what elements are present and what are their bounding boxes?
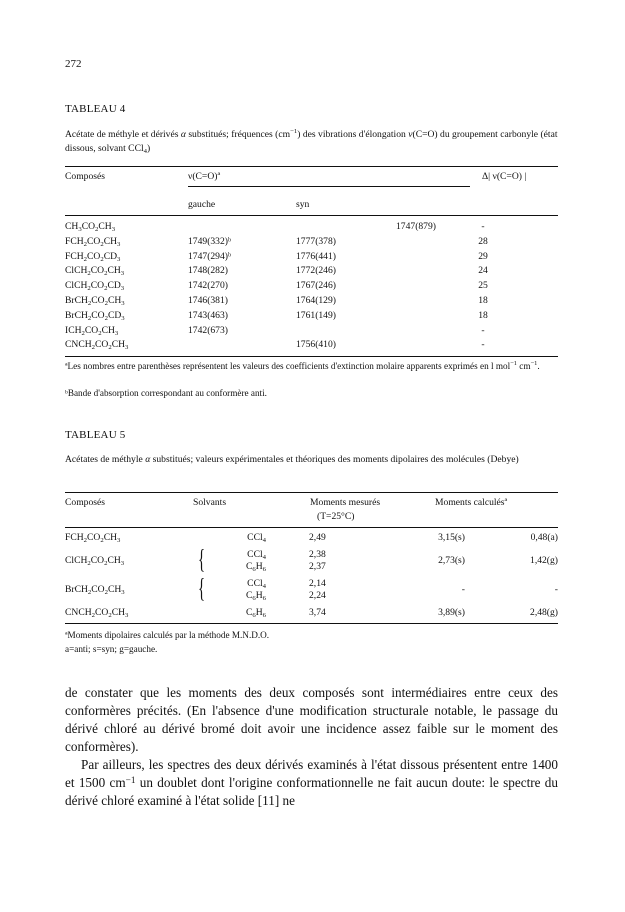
- table-5-cell-solvent: $C_6H_6$: [245, 606, 266, 619]
- body-paragraph-1: de constater que les moments des deux composés sont intermédiaires entre ceux des conformères précités. (En l'absence d'une modification structurale notable, le passage du dérivé chloré au dérivé bromé doit avoir une incidence assez faible sur le moment des conformères).: [65, 685, 558, 754]
- table-5-cell-measured: 2,37: [309, 561, 326, 572]
- table-4-header-compound: Composés: [65, 171, 105, 182]
- table-5-cell-calc-1: -: [461, 583, 465, 595]
- table-4-cell-compound: $FCH_2CO_2CD_3$: [65, 250, 121, 263]
- table-5-cell-calc-1: 3,89(s): [438, 606, 465, 618]
- table-5-caption: Acétates de méthyle α substitués; valeurs expérimentales et théoriques des moments dipolaires des molécules (Debye): [65, 454, 519, 465]
- table-4-header-nu: ν(C=O)ª: [188, 171, 221, 182]
- table-5-note-b: a=anti; s=syn; g=gauche.: [65, 644, 158, 654]
- table-4-header-syn: syn: [296, 199, 310, 210]
- table-4-cell-syn: 1761(149): [296, 309, 336, 321]
- table-4-cell-anti: 1747(879): [396, 221, 436, 232]
- table-4-cell-delta: 29: [478, 250, 488, 262]
- table-4-cell-delta: 25: [478, 280, 488, 292]
- table-5-header-compound: Composés: [65, 497, 105, 508]
- table-5-header-rule: [65, 527, 558, 528]
- body-paragraph-2: Par ailleurs, les spectres des deux dérivés examinés à l'état dissous présentent entre 1400 et 1500 $cm^{-1}$ un doublet dont l'origine conformationnelle ne fait aucun doute: le spectre du dérivé chloré examiné à l'état solide [11] ne: [65, 757, 558, 808]
- table-4-cell-gauche: 1742(673): [188, 324, 228, 336]
- table-5-bottom-rule: [65, 623, 558, 624]
- table-5-cell-compound: $ClCH_2CO_2CH_3$: [65, 554, 125, 567]
- table-5-cell-calc-2: 2,48(g): [530, 606, 558, 618]
- table-5-cell-solvent: CCl$_4$: [247, 532, 266, 544]
- table-4-cell-compound: $ClCH_2CO_2CH_3$: [65, 265, 125, 278]
- table-5-note-a: ªMoments dipolaires calculés par la méthode M.N.D.O.: [65, 630, 270, 640]
- table-4-cell-delta: 24: [478, 265, 488, 277]
- table-4-cell-compound: $CH_3CO_2CH_3$: [65, 221, 116, 233]
- table-4-note-a: ªLes nombres entre parenthèses représentent les valeurs des coefficients d'extinction molaire apparents exprimés en l mol$^{-1}$ $cm^{-1}$.: [65, 360, 540, 371]
- table-4-cell-gauche: 1743(463): [188, 309, 228, 321]
- table-4-cell-delta: -: [481, 221, 485, 232]
- table-4-top-rule: [65, 166, 558, 167]
- table-4-cell-compound: $ClCH_2CO_2CD_3$: [65, 280, 125, 293]
- table-4-header-rule: [65, 215, 558, 216]
- table-5-cell-measured: 2,14: [309, 577, 326, 589]
- table-4-cell-syn: 1767(246): [296, 280, 336, 292]
- table-4-caption: Acétate de méthyle et dérivés α substitués; fréquences $(cm^{-1})$ des vibrations d'élongation ν(C=O) du groupement carbonyle (état dissous, solvant CCl$_4$): [65, 128, 558, 155]
- table-4-cell-gauche: 1748(282): [188, 265, 228, 277]
- table-5-cell-calc-2: 0,48(a): [530, 532, 558, 543]
- table-4-cell-delta: 18: [478, 295, 488, 306]
- table-4-cell-compound: $BrCH_2CO_2CH_3$: [65, 295, 125, 307]
- table-4-label: TABLEAU 4: [65, 103, 126, 115]
- table-4-cell-gauche: 1746(381): [188, 295, 228, 306]
- table-5-cell-compound: $CNCH_2CO_2CH_3$: [65, 606, 129, 619]
- table-5-cell-compound: $FCH_2CO_2CH_3$: [65, 532, 121, 544]
- table-5-cell-solvent: CCl$_4$: [247, 548, 266, 561]
- table-5-cell-calc-2: 1,42(g): [530, 554, 558, 566]
- table-4-cell-syn: 1777(378): [296, 235, 336, 247]
- table-5-cell-calc-2: -: [554, 583, 558, 595]
- table-5-header-measured: Moments mesurés: [310, 497, 381, 508]
- table-4-cell-compound: $CNCH_2CO_2CH_3$: [65, 339, 129, 352]
- table-4-cell-syn: 1756(410): [296, 339, 336, 351]
- table-5-cell-solvent: CCl$_4$: [247, 577, 266, 590]
- table-4-header-gauche: gauche: [188, 199, 216, 210]
- table-4-bottom-rule: [65, 356, 558, 357]
- table-5-header-calculated: Moments calculésª: [435, 497, 508, 508]
- table-5-cell-measured: 2,24: [309, 590, 326, 601]
- table-4-cell-syn: 1776(441): [296, 250, 336, 262]
- table-4-header-delta: Δ| ν(C=O) |: [482, 171, 527, 182]
- brace-symbol: {: [198, 543, 206, 574]
- table-5-cell-solvent: $C_6H_6$: [245, 561, 266, 573]
- table-4-cell-gauche: 1742(270): [188, 280, 228, 292]
- table-5-cell-measured: 3,74: [309, 606, 326, 618]
- table-4-sub-rule: [188, 186, 470, 187]
- table-4-cell-syn: 1764(129): [296, 295, 336, 306]
- table-4-cell-delta: -: [481, 339, 485, 351]
- table-5-top-rule: [65, 492, 558, 493]
- page-number: 272: [65, 58, 82, 70]
- table-4-cell-compound: $BrCH_2CO_2CD_3$: [65, 309, 125, 322]
- table-5-cell-calc-1: 2,73(s): [438, 554, 465, 566]
- table-5-cell-solvent: $C_6H_6$: [245, 590, 266, 602]
- table-5-cell-compound: $BrCH_2CO_2CH_3$: [65, 583, 125, 596]
- table-4-cell-delta: 28: [478, 235, 488, 247]
- table-5-header-solvents: Solvants: [193, 497, 227, 508]
- table-4-cell-gauche: 1747(294)ᵇ: [188, 250, 231, 262]
- body-text: [65, 684, 558, 810]
- table-5-label: TABLEAU 5: [65, 429, 126, 441]
- table-4-cell-gauche: 1749(332)ᵇ: [188, 235, 231, 247]
- table-4-cell-compound: $FCH_2CO_2CH_3$: [65, 235, 121, 248]
- table-4-cell-syn: 1772(246): [296, 265, 336, 277]
- table-5-cell-measured: 2,49: [309, 532, 326, 543]
- table-5-header-measured-temp: (T=25°C): [317, 511, 355, 522]
- table-5-cell-calc-1: 3,15(s): [438, 532, 465, 543]
- table-4-note-b: ᵇBande d'absorption correspondant au conformère anti.: [65, 388, 267, 398]
- table-5-cell-measured: 2,38: [309, 548, 326, 560]
- table-4-cell-compound: $ICH_2CO_2CH_3$: [65, 324, 119, 337]
- table-4-cell-delta: 18: [478, 309, 488, 321]
- brace-symbol: {: [198, 572, 206, 603]
- table-4-cell-delta: -: [481, 324, 485, 336]
